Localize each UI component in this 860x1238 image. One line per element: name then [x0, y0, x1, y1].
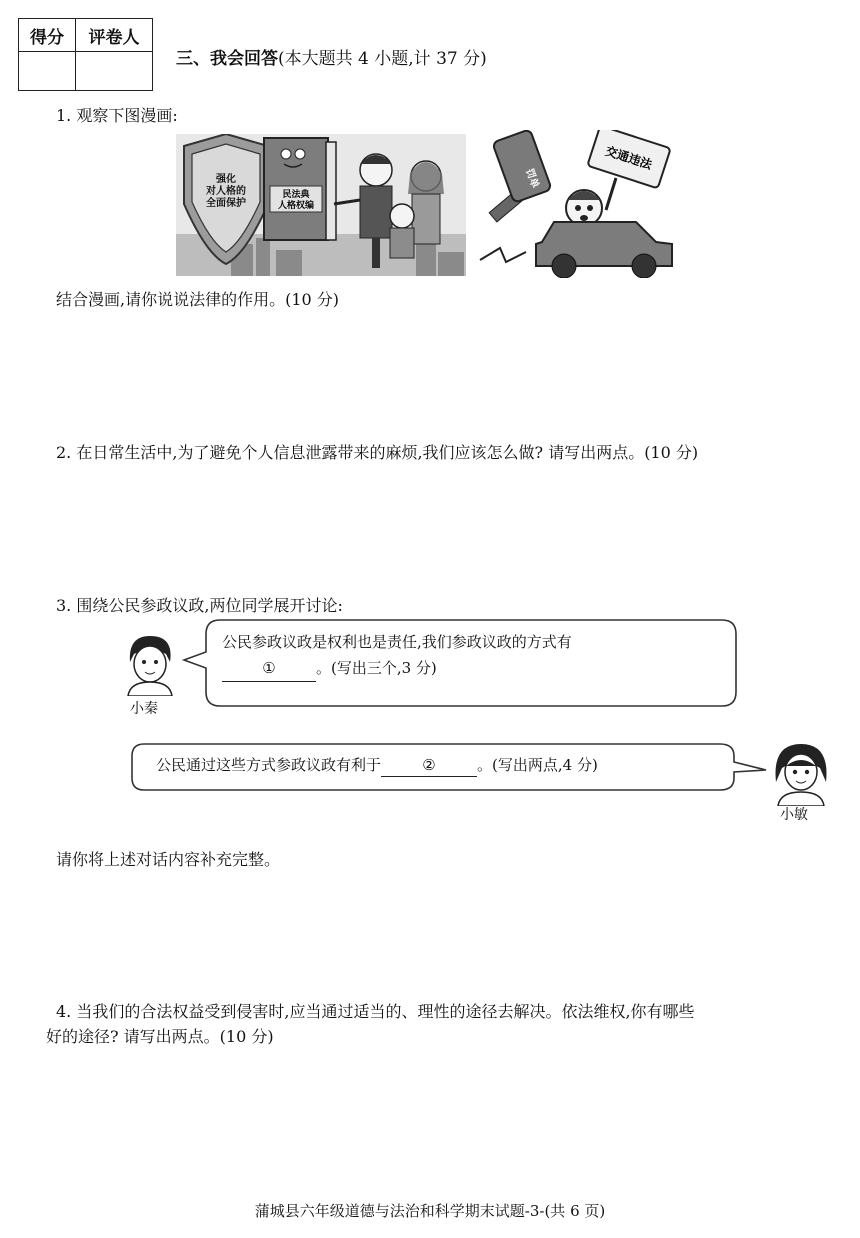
bubble1-line1: 公民参政议政是权利也是责任,我们参政议政的方式有: [222, 633, 572, 651]
section-title: [176, 44, 487, 69]
score-cell[interactable]: [19, 52, 76, 91]
sign-text: 交通违法: [603, 143, 654, 173]
grader-cell[interactable]: [76, 52, 153, 91]
hammer-text: 罚单: [523, 167, 541, 190]
cartoon-law-protection: [176, 134, 466, 276]
q3-intro: 3. 围绕公民参政议政,两位同学展开讨论:: [56, 596, 343, 615]
bubble1-suffix: 。(写出三个,3 分): [316, 659, 437, 677]
cartoon-traffic-violation: [476, 130, 680, 278]
shield-text: 强化对人格的全面保护: [206, 174, 246, 209]
q4-line1: 4. 当我们的合法权益受到侵害时,应当通过适当的、理性的途径去解决。依法维权,你有哪些: [56, 1002, 695, 1021]
q1-intro: 1. 观察下图漫画:: [56, 106, 178, 125]
speech-bubble-1: [222, 629, 572, 682]
q1-question: 结合漫画,请你说说法律的作用。(10 分): [56, 290, 340, 309]
bubble2-prefix: 公民通过这些方式参政议政有利于: [156, 756, 382, 774]
blank-2[interactable]: ②: [381, 754, 477, 777]
student-name-xiaomin: 小敏: [780, 807, 808, 823]
student-name-xiaoqin: 小秦: [130, 701, 158, 717]
score-header: 得分: [19, 19, 76, 52]
section-heading: 三、我会回答: [176, 49, 278, 69]
q2-text: 2. 在日常生活中,为了避免个人信息泄露带来的麻烦,我们应该怎么做? 请写出两点。(10 分): [56, 443, 699, 462]
speech-bubble-2: [156, 754, 598, 777]
grader-header: 评卷人: [76, 19, 153, 52]
score-table: [18, 18, 153, 91]
bubble1-line2: [222, 655, 572, 682]
blank-1[interactable]: ①: [222, 655, 316, 682]
book-text: 民法典人格权编: [277, 190, 315, 211]
section-note: (本大题共 4 小题,计 37 分): [278, 49, 487, 69]
q3-instruction: 请你将上述对话内容补充完整。: [56, 850, 281, 869]
avatar-xiaoqin: [120, 632, 182, 696]
page-footer: 蒲城县六年级道德与法治和科学期末试题-3-(共 6 页): [254, 1202, 606, 1220]
q4-line2: 好的途径? 请写出两点。(10 分): [46, 1027, 274, 1046]
avatar-xiaomin: [768, 738, 834, 806]
bubble2-suffix: 。(写出两点,4 分): [477, 756, 598, 774]
